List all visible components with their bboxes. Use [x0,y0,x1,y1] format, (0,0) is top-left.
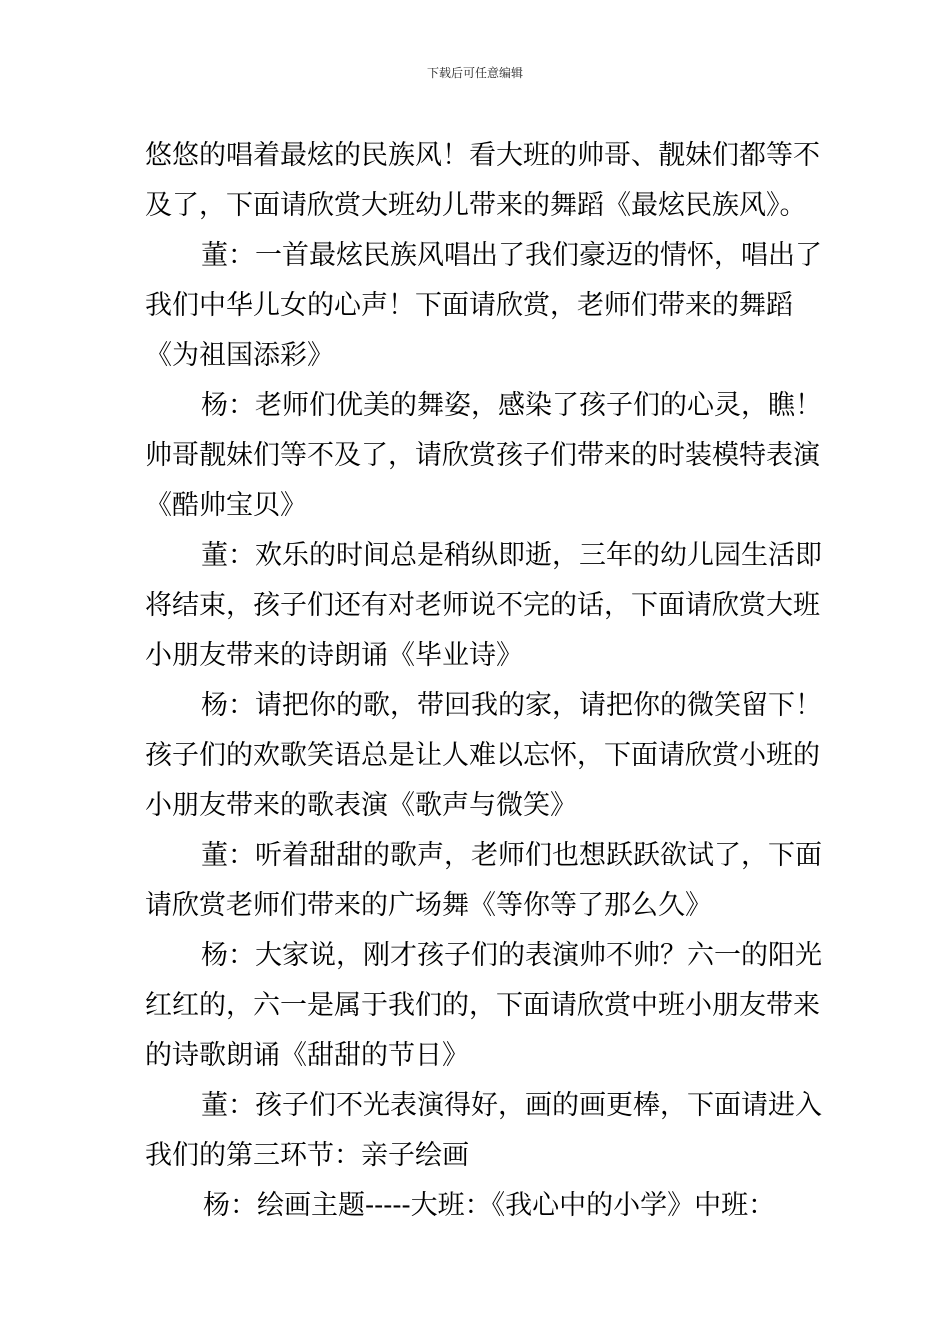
text-line: 董：孩子们不光表演得好，画的画更棒，下面请进入 [201,1090,822,1121]
paragraph-yang [145,1181,810,1231]
page-header: 下载后可任意编辑 [426,66,523,80]
text-line: 杨：绘画主题-----大班：《我心中的小学》中班： [203,1190,776,1221]
text-line: 董：听着甜甜的歌声，老师们也想跃跃欲试了，下面 [201,840,822,871]
paragraph-dong [145,1081,822,1181]
text-line: 将结束，孩子们还有对老师说不完的话，下面请欣赏大班 [145,590,820,621]
text-line: 我们的第三环节：亲子绘画 [145,1140,469,1171]
text-line: 董：欢乐的时间总是稍纵即逝，三年的幼儿园生活即 [201,540,822,571]
text-line: 杨：老师们优美的舞姿，感染了孩子们的心灵，瞧！ [201,390,822,421]
text-line: 孩子们的欢歌笑语总是让人难以忘怀，下面请欣赏小班的 [145,740,820,771]
paragraph-dong [145,531,822,681]
text-line: 杨：请把你的歌，带回我的家，请把你的微笑留下！ [201,690,822,721]
text-line: 《酷帅宝贝》 [145,490,307,521]
paragraph-yang [145,681,822,831]
paragraph-dong [145,231,822,381]
paragraph-yang [145,931,822,1081]
text-line: 杨：大家说，刚才孩子们的表演帅不帅？六一的阳光 [201,940,822,971]
document-body [145,131,822,1231]
paragraph [145,131,820,231]
text-line: 小朋友带来的歌表演《歌声与微笑》 [145,790,577,821]
text-line: 《为祖国添彩》 [145,340,334,371]
paragraph-yang [145,381,822,531]
text-line: 帅哥靓妹们等不及了，请欣赏孩子们带来的时装模特表演 [145,440,820,471]
text-line: 董：一首最炫民族风唱出了我们豪迈的情怀，唱出了 [201,240,822,271]
text-line: 红红的，六一是属于我们的，下面请欣赏中班小朋友带来 [145,990,820,1021]
text-line: 及了，下面请欣赏大班幼儿带来的舞蹈《最炫民族风》。 [145,190,807,221]
text-line: 小朋友带来的诗朗诵《毕业诗》 [145,640,523,671]
text-line: 悠悠的唱着最炫的民族风！看大班的帅哥、靓妹们都等不 [145,140,820,171]
text-line: 的诗歌朗诵《甜甜的节日》 [145,1040,469,1071]
text-line: 我们中华儿女的心声！下面请欣赏，老师们带来的舞蹈 [145,290,793,321]
text-line: 请欣赏老师们带来的广场舞《等你等了那么久》 [145,890,712,921]
paragraph-dong [145,831,822,931]
